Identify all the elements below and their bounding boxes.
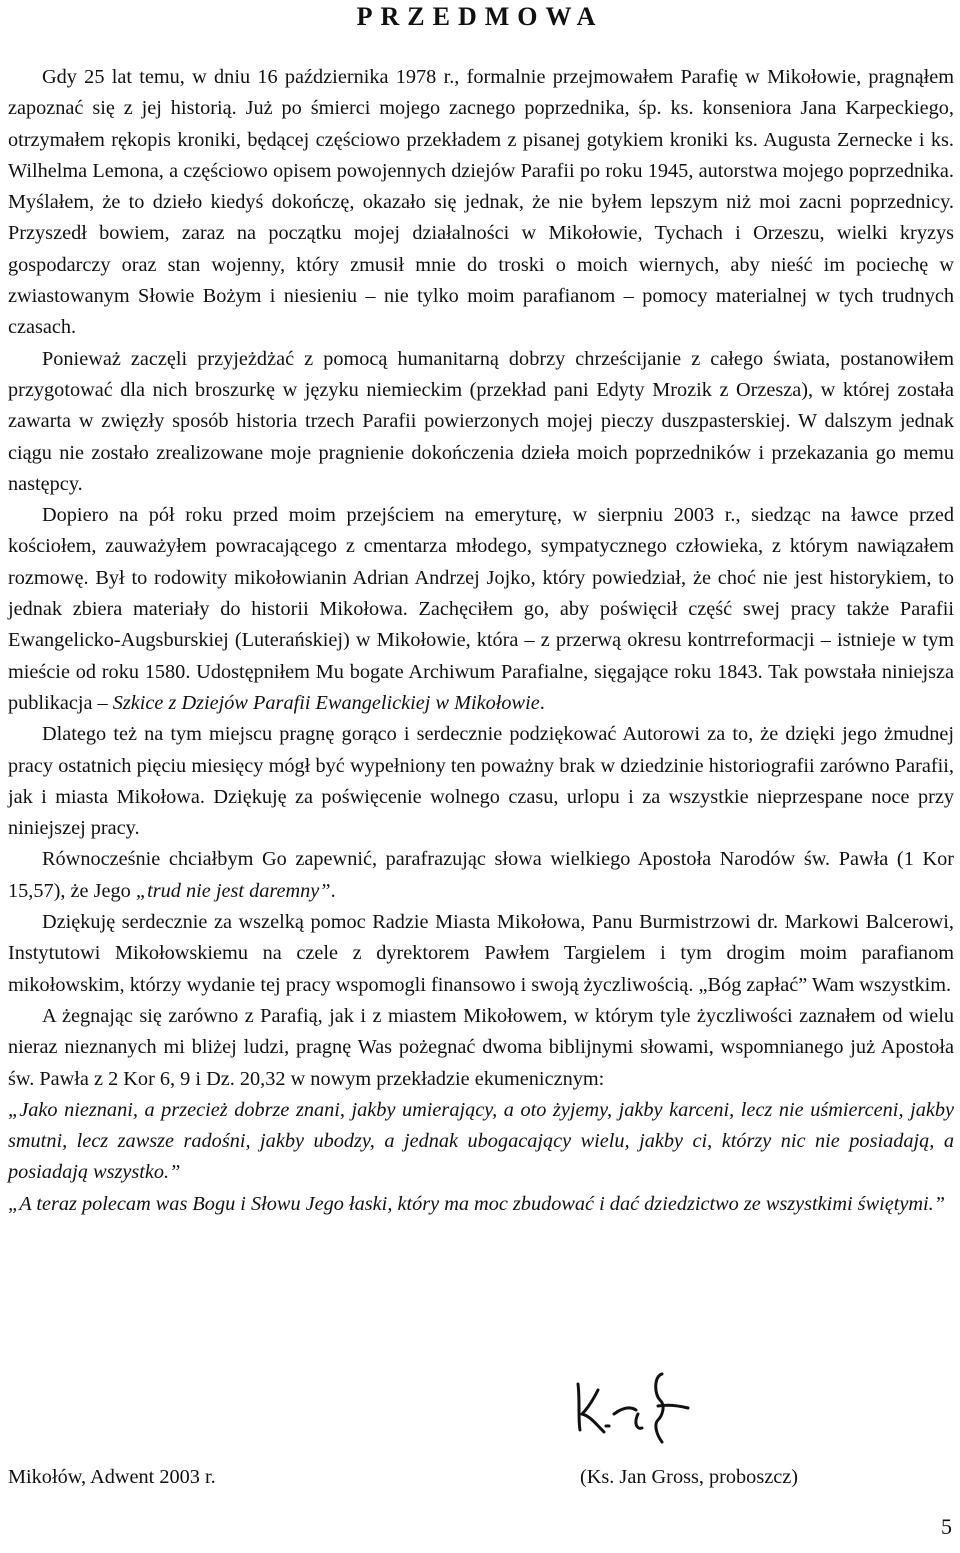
paragraph-1: Gdy 25 lat temu, w dniu 16 października 1978 r., formalnie przejmowałem Parafię w Mikołowie, pragnąłem zapoznać się z jej historią. Już po śmierci mojego zacnego poprzednika, śp. ks. konseniora Jana Karpeckiego, otrzymałem rękopis kroniki, będącej częściowo przekładem z pisanej gotykiem kroniki ks. Augusta Zernecke i ks. Wilhelma Lemona, a częściowo opisem powojennych dziejów Parafii po roku 1945, autorstwa mojego poprzednika. Myślałem, że to dzieło kiedyś dokończę, okazało się jednak, że nie byłem lepszym niż moi zacni poprzednicy. Przyszedł bowiem, zaraz na początku mojej działalności w Mikołowie, Tychach i Orzeszu, wielki kryzys gospodarczy oraz stan wojenny, który zmusił mnie do troski o moich wiernych, aby nieść im pociechę w zwiastowanym Słowie Bożym i niesieniu – nie tylko moim parafianom – pomocy materialnej w tych trudnych czasach. [8, 66, 954, 339]
page-number: 5 [941, 1514, 952, 1539]
paragraph-6: Dziękuję serdecznie za wszelką pomoc Radzie Miasta Mikołowa, Panu Burmistrzowi dr. Markowi Balcerowi, Instytutowi Mikołowskiemu na czele z dyrektorem Pawłem Targielem i tym drogim moim parafianom mikołowskim, którzy wydanie tej pracy wspomogli finansowo i swoją życzliwością. „Bóg zapłać” Wam wszystkim. [8, 911, 954, 996]
scripture-quote-1: „Jako nieznani, a przecież dobrze znani, jakby umierający, a oto żyjemy, jakby karceni, lecz nie uśmierceni, jakby smutni, lecz zawsze radośni, jakby ubodzy, a jednak ubogacający wielu, jakby ci, którzy nic nie posiadają, a posiadają wszystko.” [8, 1098, 954, 1184]
paragraph-5 [8, 844, 954, 907]
paragraph-4: Dlatego też na tym miejscu pragnę gorąco i serdecznie podziękować Autorowi za to, że dzięki jego żmudnej pracy ostatnich pięciu miesięcy mógł być wypełniony ten poważny brak w dziedzinie historiografii zarówno Parafii, jak i miasta Mikołowa. Dziękuję za poświęcenie wolnego czasu, urlopu i za wszystkie nieprzespane noce przy niniejszej pracy. [8, 723, 954, 840]
scripture-quote-2: „A teraz polecam was Bogu i Słowu Jego łaski, który ma moc zbudować i dać dziedzictwo ze wszystkimi świętymi.” [8, 1192, 945, 1215]
page-title: PRZEDMOWA [356, 2, 604, 31]
signer-name: (Ks. Jan Gross, proboszcz) [580, 1466, 798, 1488]
paragraph-3-end: . [539, 691, 545, 714]
publication-title: Szkice z Dziejów Parafii Ewangelickiej w Mikołowie [112, 691, 540, 714]
paragraph-3 [8, 500, 954, 719]
place-date: Mikołów, Adwent 2003 r. [8, 1466, 216, 1488]
paragraph-7: A żegnając się zarówno z Parafią, jak i z miastem Mikołowem, w którym tyle życzliwości zaznałem od wielu nieraz nieznanych mi bliżej ludzi, pragnę Was pożegnać dwoma biblijnymi słowami, wspomnianego już Apostoła św. Pawła z 2 Kor 6, 9 i Dz. 20,32 w nowym przekładzie ekumenicznym: [8, 1004, 954, 1090]
paragraph-5-end: . [330, 879, 336, 902]
preface-body [8, 62, 954, 1220]
paragraph-5-text: Równocześnie chciałbym Go zapewnić, parafrazując słowa wielkiego Apostoła Narodów św. Pawła (1 Kor 15,57), że Jego [8, 848, 954, 902]
handwritten-signature [570, 1370, 690, 1450]
paragraph-2: Ponieważ zaczęli przyjeżdżać z pomocą humanitarną dobrzy chrześcijanie z całego świata, postanowiłem przygotować dla nich broszurkę w języku niemieckim (przekład pani Edyty Mrozik z Orzesza), w której została zawarta w zwięzły sposób historia trzech Parafii powierzonych mojej pieczy duszpasterskiej. W dalszym jednak ciągu nie zostało zrealizowane moje pragnienie dokończenia dzieła moich poprzedników i przekazania go memu następcy. [8, 347, 954, 495]
paragraph-3-text: Dopiero na pół roku przed moim przejściem na emeryturę, w sierpniu 2003 r., siedząc na ławce przed kościołem, zauważyłem powracającego z cmentarza młodego, sympatycznego człowieka, z którym nawiązałem rozmowę. Był to rodowity mikołowianin Adrian Andrzej Jojko, który powiedział, że choć nie jest historykiem, to jednak zbiera materiały do historii Mikołowa. Zachęciłem go, aby poświęcił część swej pracy także Parafii Ewangelicko-Augsburskiej (Luterańskiej) w Mikołowie, która – z przerwą okresu kontrreformacji – istnieje w tym mieście od roku 1580. Udostępniłem Mu bogate Archiwum Parafialne, sięgające roku 1843. Tak powstała niniejsza publikacja – [8, 504, 954, 714]
scripture-quote-inline: „trud nie jest daremny” [135, 879, 331, 902]
